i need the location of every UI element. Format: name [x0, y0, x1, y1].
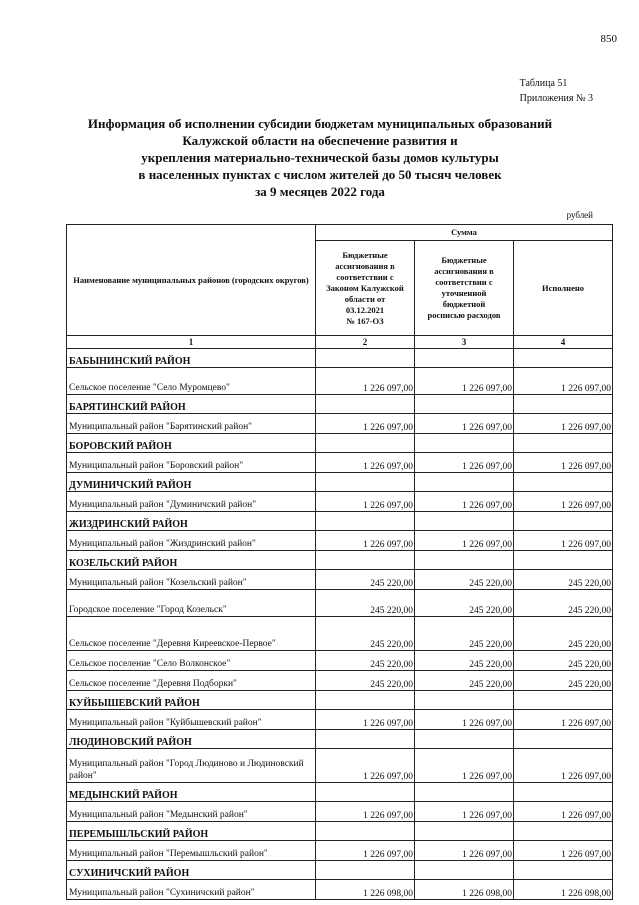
- district-row: [67, 691, 613, 710]
- empty-cell: [415, 551, 514, 570]
- title-line: Информация об исполнении субсидии бюджетам муниципальных образований: [87, 116, 553, 131]
- amount-v3: 1 226 097,00: [415, 531, 514, 551]
- district-row: [67, 861, 613, 880]
- empty-cell: [316, 395, 415, 414]
- amount-v2: 245 220,00: [316, 651, 415, 671]
- amount-v3: 1 226 097,00: [415, 841, 514, 861]
- amount-v2: 1 226 097,00: [316, 414, 415, 434]
- amount-v2: 245 220,00: [316, 570, 415, 590]
- amount-v4: 1 226 097,00: [514, 749, 613, 783]
- table-row: [67, 368, 613, 395]
- empty-cell: [415, 730, 514, 749]
- empty-cell: [415, 783, 514, 802]
- column-number: 2: [316, 336, 415, 349]
- entity-name: Муниципальный район "Медынский район": [67, 802, 316, 822]
- table-row: [67, 841, 613, 861]
- title-line: Калужской области на обеспечение развития и: [182, 133, 458, 148]
- header-col3-line: росписью расходов: [427, 310, 501, 320]
- entity-name: Муниципальный район "Козельский район": [67, 570, 316, 590]
- header-col2: [316, 241, 415, 336]
- district-name: ЖИЗДРИНСКИЙ РАЙОН: [67, 512, 316, 531]
- district-name: ДУМИНИЧСКИЙ РАЙОН: [67, 473, 316, 492]
- entity-name: Сельское поселение "Село Волконское": [67, 651, 316, 671]
- header-col2-line: области от: [344, 293, 386, 304]
- district-row: [67, 822, 613, 841]
- empty-cell: [514, 783, 613, 802]
- empty-cell: [514, 512, 613, 531]
- amount-v4: 245 220,00: [514, 617, 613, 651]
- header-col2-line: 03.12.2021: [345, 304, 385, 315]
- entity-name: Сельское поселение "Деревня Киреевское-Первое": [67, 617, 316, 651]
- header-col3-line: соответствии с: [435, 277, 493, 287]
- table-reference: [520, 76, 593, 106]
- district-name: ЛЮДИНОВСКИЙ РАЙОН: [67, 730, 316, 749]
- district-row: [67, 730, 613, 749]
- entity-name: Сельское поселение "Село Муромцево": [67, 368, 316, 395]
- document-title: [85, 115, 555, 200]
- empty-cell: [316, 349, 415, 368]
- amount-v4: 1 226 097,00: [514, 710, 613, 730]
- header-col2-line: соответствии с: [336, 271, 394, 282]
- empty-cell: [415, 861, 514, 880]
- empty-cell: [514, 730, 613, 749]
- empty-cell: [415, 512, 514, 531]
- empty-cell: [316, 551, 415, 570]
- table-header: [67, 225, 613, 349]
- amount-v4: 1 226 097,00: [514, 531, 613, 551]
- table-ref-line1: Таблица 51: [519, 78, 568, 89]
- empty-cell: [415, 691, 514, 710]
- empty-cell: [415, 349, 514, 368]
- district-name: КОЗЕЛЬСКИЙ РАЙОН: [67, 551, 316, 570]
- column-number-row: [67, 336, 613, 349]
- column-number: 1: [67, 336, 316, 349]
- unit-label: рублей: [566, 210, 593, 220]
- table-row: [67, 651, 613, 671]
- header-col2-line: Бюджетные: [342, 249, 388, 260]
- table-body: [67, 349, 613, 900]
- amount-v3: 1 226 097,00: [415, 802, 514, 822]
- table-row: [67, 880, 613, 900]
- district-row: [67, 434, 613, 453]
- amount-v3: 1 226 097,00: [415, 368, 514, 395]
- amount-v3: 245 220,00: [415, 617, 514, 651]
- empty-cell: [316, 473, 415, 492]
- amount-v4: 1 226 097,00: [514, 368, 613, 395]
- table-row: [67, 492, 613, 512]
- entity-name: Муниципальный район "Жиздринский район": [67, 531, 316, 551]
- district-row: [67, 395, 613, 414]
- amount-v4: 1 226 097,00: [514, 841, 613, 861]
- amount-v4: 245 220,00: [514, 671, 613, 691]
- amount-v2: 1 226 097,00: [316, 531, 415, 551]
- amount-v4: 1 226 097,00: [514, 414, 613, 434]
- district-name: ПЕРЕМЫШЛЬСКИЙ РАЙОН: [67, 822, 316, 841]
- header-col2-line: № 167-ОЗ: [346, 315, 384, 326]
- amount-v3: 245 220,00: [415, 570, 514, 590]
- header-sum-group: Сумма: [316, 225, 613, 241]
- entity-name: Городское поселение "Город Козельск": [67, 590, 316, 617]
- empty-cell: [415, 473, 514, 492]
- header-col3-line: ассигнования в: [434, 266, 494, 276]
- page-number: 850: [600, 33, 617, 45]
- district-name: КУЙБЫШЕВСКИЙ РАЙОН: [67, 691, 316, 710]
- district-name: БАРЯТИНСКИЙ РАЙОН: [67, 395, 316, 414]
- district-row: [67, 473, 613, 492]
- title-line: за 9 месяцев 2022 года: [255, 184, 385, 199]
- header-col2-line: ассигнования в: [335, 260, 395, 271]
- entity-name: Муниципальный район "Куйбышевский район": [67, 710, 316, 730]
- entity-name: Муниципальный район "Барятинский район": [67, 414, 316, 434]
- amount-v4: 1 226 098,00: [514, 880, 613, 900]
- column-number: 3: [415, 336, 514, 349]
- header-col2-line: Законом Калужской: [326, 282, 404, 293]
- empty-cell: [514, 822, 613, 841]
- header-col3: [415, 241, 514, 336]
- table-row: [67, 453, 613, 473]
- title-line: укрепления материально-технической базы домов культуры: [141, 150, 499, 165]
- district-row: [67, 551, 613, 570]
- entity-name: Муниципальный район "Город Людиново и Людиновский район": [67, 749, 316, 783]
- subsidy-table: [66, 224, 613, 900]
- empty-cell: [415, 434, 514, 453]
- table-row: [67, 671, 613, 691]
- table-row: [67, 570, 613, 590]
- title-line: в населенных пунктах с числом жителей до 50 тысяч человек: [138, 167, 502, 182]
- table-row: [67, 617, 613, 651]
- amount-v3: 1 226 097,00: [415, 414, 514, 434]
- empty-cell: [316, 783, 415, 802]
- amount-v2: 1 226 097,00: [316, 710, 415, 730]
- empty-cell: [415, 822, 514, 841]
- header-name-column: Наименование муниципальных районов (городских округов): [67, 225, 316, 336]
- empty-cell: [316, 434, 415, 453]
- amount-v4: 245 220,00: [514, 590, 613, 617]
- amount-v2: 1 226 098,00: [316, 880, 415, 900]
- table-ref-line2: Приложения № 3: [519, 93, 593, 104]
- amount-v3: 1 226 097,00: [415, 492, 514, 512]
- empty-cell: [514, 551, 613, 570]
- empty-cell: [514, 349, 613, 368]
- entity-name: Муниципальный район "Сухиничский район": [67, 880, 316, 900]
- table-row: [67, 414, 613, 434]
- amount-v2: 245 220,00: [316, 590, 415, 617]
- column-number: 4: [514, 336, 613, 349]
- amount-v2: 245 220,00: [316, 671, 415, 691]
- table-row: [67, 802, 613, 822]
- header-col4: Исполнено: [514, 241, 613, 336]
- header-col3-line: бюджетной: [442, 299, 486, 309]
- amount-v2: 1 226 097,00: [316, 841, 415, 861]
- district-name: СУХИНИЧСКИЙ РАЙОН: [67, 861, 316, 880]
- district-name: БАБЫНИНСКИЙ РАЙОН: [67, 349, 316, 368]
- amount-v3: 1 226 097,00: [415, 710, 514, 730]
- entity-name: Сельское поселение "Деревня Подборки": [67, 671, 316, 691]
- amount-v3: 1 226 097,00: [415, 453, 514, 473]
- amount-v2: 1 226 097,00: [316, 453, 415, 473]
- table-row: [67, 590, 613, 617]
- empty-cell: [316, 512, 415, 531]
- empty-cell: [316, 730, 415, 749]
- amount-v3: 1 226 098,00: [415, 880, 514, 900]
- empty-cell: [514, 861, 613, 880]
- empty-cell: [316, 822, 415, 841]
- empty-cell: [514, 473, 613, 492]
- header-col3-line: Бюджетные: [441, 255, 487, 265]
- empty-cell: [415, 395, 514, 414]
- amount-v2: 1 226 097,00: [316, 749, 415, 783]
- header-col3-line: уточненной: [441, 288, 487, 298]
- empty-cell: [514, 395, 613, 414]
- empty-cell: [514, 434, 613, 453]
- empty-cell: [316, 691, 415, 710]
- amount-v2: 1 226 097,00: [316, 492, 415, 512]
- amount-v4: 245 220,00: [514, 570, 613, 590]
- amount-v2: 1 226 097,00: [316, 802, 415, 822]
- district-row: [67, 349, 613, 368]
- amount-v3: 1 226 097,00: [415, 749, 514, 783]
- amount-v3: 245 220,00: [415, 651, 514, 671]
- amount-v4: 1 226 097,00: [514, 492, 613, 512]
- amount-v4: 245 220,00: [514, 651, 613, 671]
- amount-v2: 245 220,00: [316, 617, 415, 651]
- amount-v4: 1 226 097,00: [514, 453, 613, 473]
- district-name: БОРОВСКИЙ РАЙОН: [67, 434, 316, 453]
- table-row: [67, 749, 613, 783]
- amount-v3: 245 220,00: [415, 671, 514, 691]
- district-name: МЕДЫНСКИЙ РАЙОН: [67, 783, 316, 802]
- table-row: [67, 710, 613, 730]
- table-row: [67, 531, 613, 551]
- district-row: [67, 512, 613, 531]
- amount-v2: 1 226 097,00: [316, 368, 415, 395]
- amount-v3: 245 220,00: [415, 590, 514, 617]
- entity-name: Муниципальный район "Перемышльский район": [67, 841, 316, 861]
- empty-cell: [514, 691, 613, 710]
- entity-name: Муниципальный район "Боровский район": [67, 453, 316, 473]
- entity-name: Муниципальный район "Думиничский район": [67, 492, 316, 512]
- empty-cell: [316, 861, 415, 880]
- district-row: [67, 783, 613, 802]
- amount-v4: 1 226 097,00: [514, 802, 613, 822]
